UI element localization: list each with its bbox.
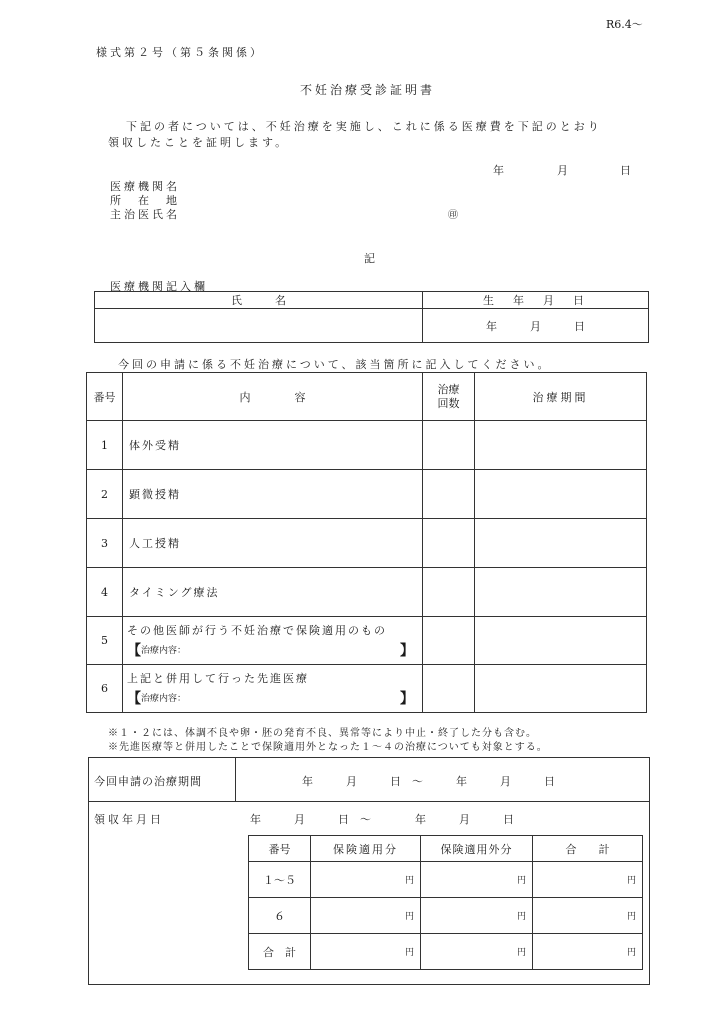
table-row	[87, 519, 647, 568]
amount-row-no: １～５	[249, 862, 311, 898]
row-content: タイミング療法	[123, 568, 423, 617]
dob-field[interactable]: 年 月 日	[423, 309, 649, 343]
row-period-field[interactable]	[475, 568, 647, 617]
row-no: 3	[87, 519, 123, 568]
row-period-field[interactable]	[475, 470, 647, 519]
date-day: 日	[620, 164, 631, 177]
total-amount-field[interactable]: 円	[533, 862, 643, 898]
form-number: 様式第２号（第５条関係）	[96, 46, 264, 59]
patient-section-label: 医療機関記入欄	[110, 280, 208, 293]
name-field[interactable]	[95, 309, 423, 343]
row-count-field[interactable]	[423, 665, 475, 713]
row-content-cell	[123, 617, 423, 665]
note-1: ※１・２には、体調不良や卵・胚の発育不良、異常等により中止・終了した分も含む。	[108, 728, 537, 739]
amount-row-no: 合 計	[249, 934, 311, 970]
table-row	[249, 934, 643, 970]
detail-label: 治療内容：	[141, 694, 187, 704]
header-no: 番号	[87, 373, 123, 421]
row-count-field[interactable]	[423, 617, 475, 665]
amount-table	[248, 835, 643, 970]
uninsured-amount-field[interactable]: 円	[421, 898, 533, 934]
row-no: 5	[87, 617, 123, 665]
header-count	[423, 373, 475, 421]
row-content: 顕微授精	[123, 470, 423, 519]
row-count-field[interactable]	[423, 568, 475, 617]
total-amount-field[interactable]: 円	[533, 934, 643, 970]
table-row	[87, 617, 647, 665]
table-row	[87, 568, 647, 617]
row-period-field[interactable]	[475, 421, 647, 470]
seal-mark: ㊞	[448, 210, 458, 221]
receipt-date-range[interactable]: 年 月 日 ～ 年 月 日	[250, 813, 514, 826]
detail-label: 治療内容：	[141, 646, 187, 656]
row-content-cell	[123, 665, 423, 713]
bracket-close: 】	[400, 690, 414, 707]
detail-line	[127, 688, 422, 708]
header-period: 治療期間	[475, 373, 647, 421]
insured-amount-field[interactable]: 円	[311, 934, 421, 970]
row-no: 6	[87, 665, 123, 713]
revision-label: R6.4～	[606, 18, 643, 31]
header-count-line1: 治療	[437, 382, 460, 396]
table-row	[249, 862, 643, 898]
amount-header-no: 番号	[249, 836, 311, 862]
row-no: 4	[87, 568, 123, 617]
address-label: 所 在 地	[110, 194, 180, 207]
amount-header-total: 合 計	[533, 836, 643, 862]
row-content: その他医師が行う不妊治療で保険適用のもの	[127, 623, 387, 637]
table-row	[87, 470, 647, 519]
table-row	[87, 665, 647, 713]
ki-label: 記	[364, 252, 375, 265]
insured-amount-field[interactable]: 円	[311, 862, 421, 898]
page-title: 不妊治療受診証明書	[300, 83, 436, 97]
row-period-field[interactable]	[475, 519, 647, 568]
detail-line	[127, 640, 422, 660]
note-2: ※先進医療等と併用したことで保険適用外となった１～４の治療についても対象とする。	[108, 742, 548, 753]
institution-label: 医療機関名	[110, 180, 180, 193]
date-month: 月	[557, 164, 568, 177]
total-amount-field[interactable]: 円	[533, 898, 643, 934]
treatment-table	[86, 372, 647, 713]
doctor-label: 主治医氏名	[110, 208, 180, 221]
table-row	[87, 421, 647, 470]
header-count-line2: 回数	[437, 396, 460, 410]
patient-table	[94, 291, 649, 343]
receipt-label: 領収年月日	[94, 813, 164, 826]
table-row	[249, 898, 643, 934]
row-period-field[interactable]	[475, 665, 647, 713]
row-content: 人工授精	[123, 519, 423, 568]
period-label: 今回申請の治療期間	[94, 775, 202, 788]
bracket-close: 】	[400, 642, 414, 659]
date-year: 年	[493, 164, 504, 177]
row-content: 上記と併用して行った先進医療	[127, 671, 309, 685]
period-divider	[235, 758, 236, 801]
dob-header: 生 年 月 日	[423, 292, 649, 309]
row-no: 2	[87, 470, 123, 519]
period-value[interactable]: 年 月 日 ～ 年 月 日	[302, 775, 555, 788]
amount-header-insured: 保険適用分	[311, 836, 421, 862]
header-content: 内 容	[123, 373, 423, 421]
amount-header-uninsured: 保険適用外分	[421, 836, 533, 862]
row-no: 1	[87, 421, 123, 470]
amount-row-no: ６	[249, 898, 311, 934]
row-count-field[interactable]	[423, 421, 475, 470]
instruction-text: 今回の申請に係る不妊治療について、該当箇所に記入してください。	[118, 358, 552, 371]
intro-line-1: 下記の者については、不妊治療を実施し、これに係る医療費を下記のとおり	[126, 120, 602, 133]
bracket-open: 【	[127, 690, 141, 707]
row-count-field[interactable]	[423, 470, 475, 519]
insured-amount-field[interactable]: 円	[311, 898, 421, 934]
bracket-open: 【	[127, 642, 141, 659]
row-period-field[interactable]	[475, 617, 647, 665]
name-header: 氏 名	[95, 292, 423, 309]
uninsured-amount-field[interactable]: 円	[421, 862, 533, 898]
row-content: 体外受精	[123, 421, 423, 470]
uninsured-amount-field[interactable]: 円	[421, 934, 533, 970]
intro-line-2: 領収したことを証明します。	[108, 136, 290, 149]
receipt-divider	[88, 801, 649, 802]
row-count-field[interactable]	[423, 519, 475, 568]
